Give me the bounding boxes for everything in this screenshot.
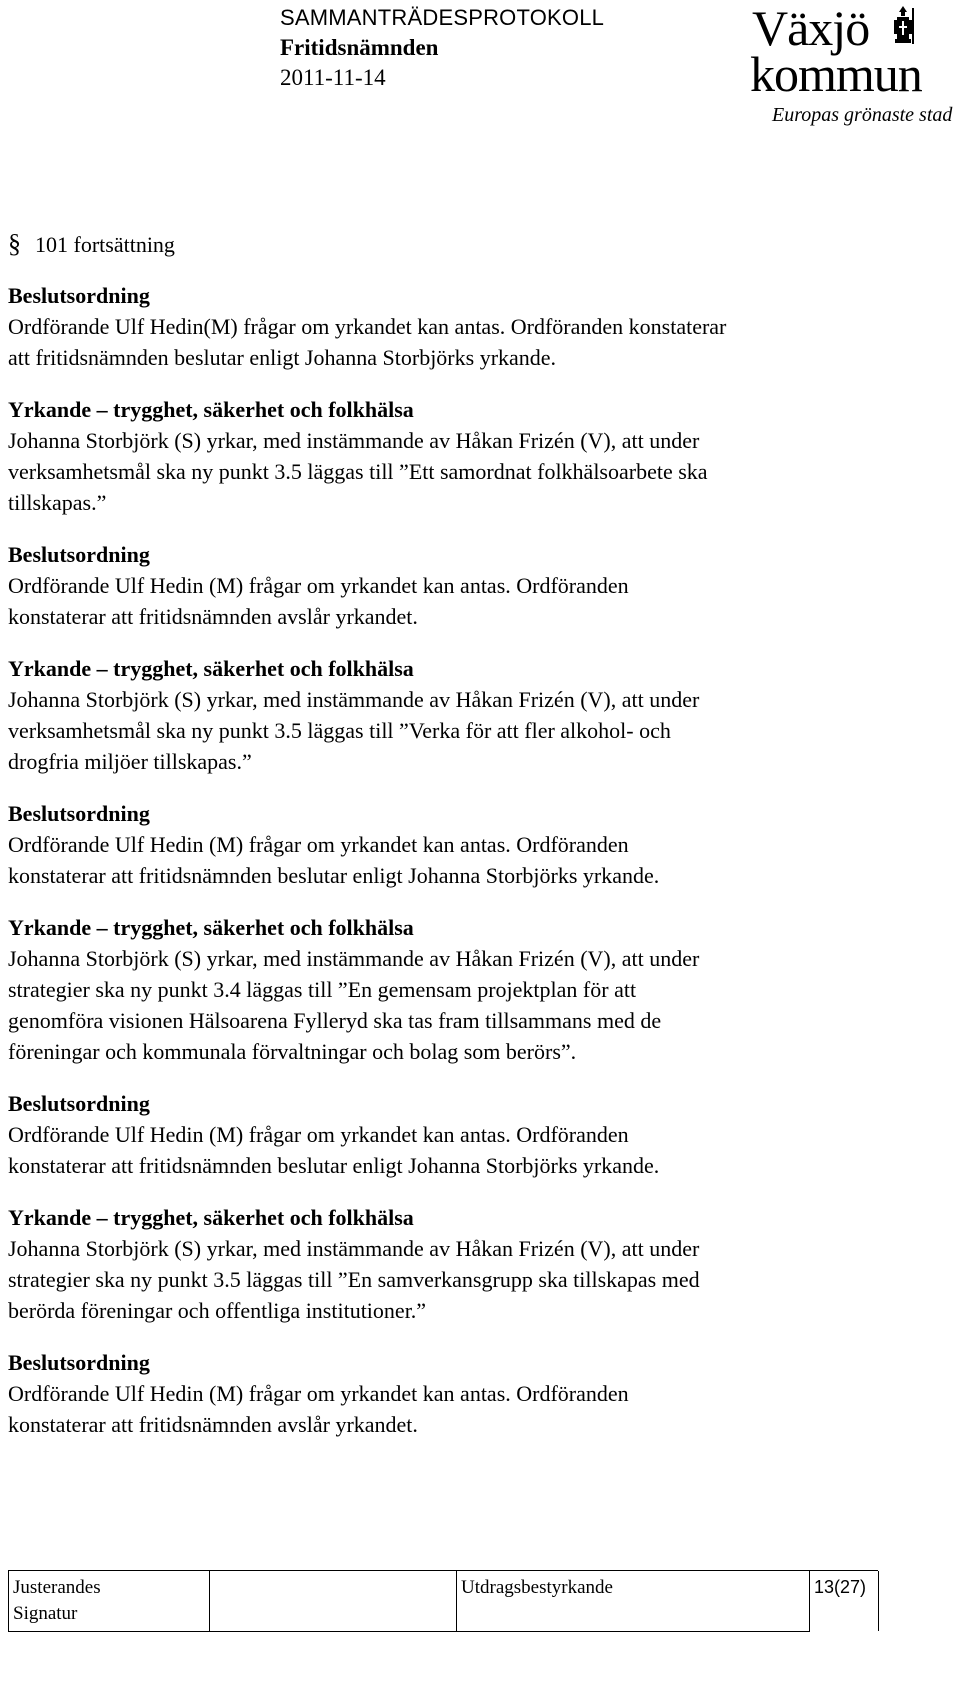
vaxjo-kommun-logo — [748, 0, 960, 130]
beslutsordning-heading: Beslutsordning — [8, 1350, 150, 1375]
paragraph-line: Ordförande Ulf Hedin(M) frågar om yrkandet kan antas. Ordföranden konstaterar — [8, 314, 727, 339]
paragraph-line: Ordförande Ulf Hedin (M) frågar om yrkandet kan antas. Ordföranden — [8, 1122, 629, 1147]
paragraph-line: Johanna Storbjörk (S) yrkar, med instämmande av Håkan Frizén (V), att under — [8, 687, 700, 712]
paragraph-line: konstaterar att fritidsnämnden avslår yrkandet. — [8, 604, 418, 629]
meeting-date: 2011-11-14 — [280, 65, 386, 90]
page-number: 13(27) — [814, 1577, 867, 1597]
beslutsordning-heading: Beslutsordning — [8, 1091, 150, 1116]
paragraph-line: konstaterar att fritidsnämnden beslutar enligt Johanna Storbjörks yrkande. — [8, 1153, 660, 1178]
paragraph-block — [8, 394, 938, 518]
paragraph-block — [8, 1088, 938, 1181]
committee-name: Fritidsnämnden — [280, 35, 439, 60]
protocol-title: SAMMANTRÄDESPROTOKOLL — [280, 5, 605, 30]
section-sign: § — [8, 229, 21, 258]
paragraph-block — [8, 653, 938, 777]
paragraph-blocks — [8, 280, 938, 1440]
paragraph-line: berörda föreningar och offentliga institutioner.” — [8, 1298, 427, 1323]
paragraph-line: Johanna Storbjörk (S) yrkar, med instämmande av Håkan Frizén (V), att under — [8, 1236, 700, 1261]
paragraph-line: genomföra visionen Hälsoarena Fylleryd ska tas fram tillsammans med de — [8, 1008, 662, 1033]
paragraph-line: Johanna Storbjörk (S) yrkar, med instämmande av Håkan Frizén (V), att under — [8, 428, 700, 453]
signature-footer — [8, 1570, 878, 1631]
paragraph-line: strategier ska ny punkt 3.4 läggas till ”En gemensam projektplan för att — [8, 977, 637, 1002]
page-number-cell — [808, 1571, 879, 1631]
paragraph-line: konstaterar att fritidsnämnden avslår yrkandet. — [8, 1412, 418, 1437]
section-label: 101 fortsättning — [35, 232, 175, 257]
paragraph-block — [8, 280, 938, 373]
yrkande-heading: Yrkande – trygghet, säkerhet och folkhälsa — [8, 397, 414, 422]
paragraph-block — [8, 539, 938, 632]
logo-tagline: Europas grönaste stad — [772, 104, 953, 126]
beslutsordning-heading: Beslutsordning — [8, 801, 150, 826]
beslutsordning-heading: Beslutsordning — [8, 283, 150, 308]
paragraph-block — [8, 912, 938, 1067]
paragraph-line: tillskapas.” — [8, 490, 107, 515]
logo-word-kommun: kommun — [750, 46, 922, 102]
yrkande-heading: Yrkande – trygghet, säkerhet och folkhälsa — [8, 1205, 414, 1230]
yrkande-heading: Yrkande – trygghet, säkerhet och folkhälsa — [8, 915, 414, 940]
paragraph-block — [8, 1347, 938, 1440]
justerandes-cell — [8, 1571, 210, 1632]
utdragsbestyrkande-label: Utdragsbestyrkande — [461, 1577, 613, 1598]
logo-word-vaxjo: Växjö — [752, 0, 870, 56]
paragraph-line: Ordförande Ulf Hedin (M) frågar om yrkandet kan antas. Ordföranden — [8, 1381, 629, 1406]
paragraph-line: verksamhetsmål ska ny punkt 3.5 läggas till ”Ett samordnat folkhälsoarbete ska — [8, 459, 708, 484]
paragraph-line: konstaterar att fritidsnämnden beslutar enligt Johanna Storbjörks yrkande. — [8, 863, 660, 888]
paragraph-block — [8, 1202, 938, 1326]
paragraph-line: drogfria miljöer tillskapas.” — [8, 749, 252, 774]
document-body — [8, 228, 938, 1461]
beslutsordning-heading: Beslutsordning — [8, 542, 150, 567]
justerandes-label: Justerandes — [13, 1577, 101, 1598]
paragraph-line: Johanna Storbjörk (S) yrkar, med instämmande av Håkan Frizén (V), att under — [8, 946, 700, 971]
utdragsbestyrkande-cell — [456, 1571, 810, 1632]
paragraph-block — [8, 798, 938, 891]
signatur-label: Signatur — [13, 1603, 78, 1624]
paragraph-line: Ordförande Ulf Hedin (M) frågar om yrkandet kan antas. Ordföranden — [8, 832, 629, 857]
paragraph-line: att fritidsnämnden beslutar enligt Johanna Storbjörks yrkande. — [8, 345, 557, 370]
paragraph-line: verksamhetsmål ska ny punkt 3.5 läggas till ”Verka för att fler alkohol- och — [8, 718, 671, 743]
page-header — [0, 0, 960, 140]
signature-space — [208, 1571, 456, 1632]
bishop-crest-icon — [886, 4, 920, 48]
paragraph-line: Ordförande Ulf Hedin (M) frågar om yrkandet kan antas. Ordföranden — [8, 573, 629, 598]
paragraph-line: strategier ska ny punkt 3.5 läggas till ”En samverkansgrupp ska tillskapas med — [8, 1267, 700, 1292]
yrkande-heading: Yrkande – trygghet, säkerhet och folkhälsa — [8, 656, 414, 681]
section-heading — [8, 228, 938, 260]
paragraph-line: föreningar och kommunala förvaltningar och bolag som berörs”. — [8, 1039, 577, 1064]
